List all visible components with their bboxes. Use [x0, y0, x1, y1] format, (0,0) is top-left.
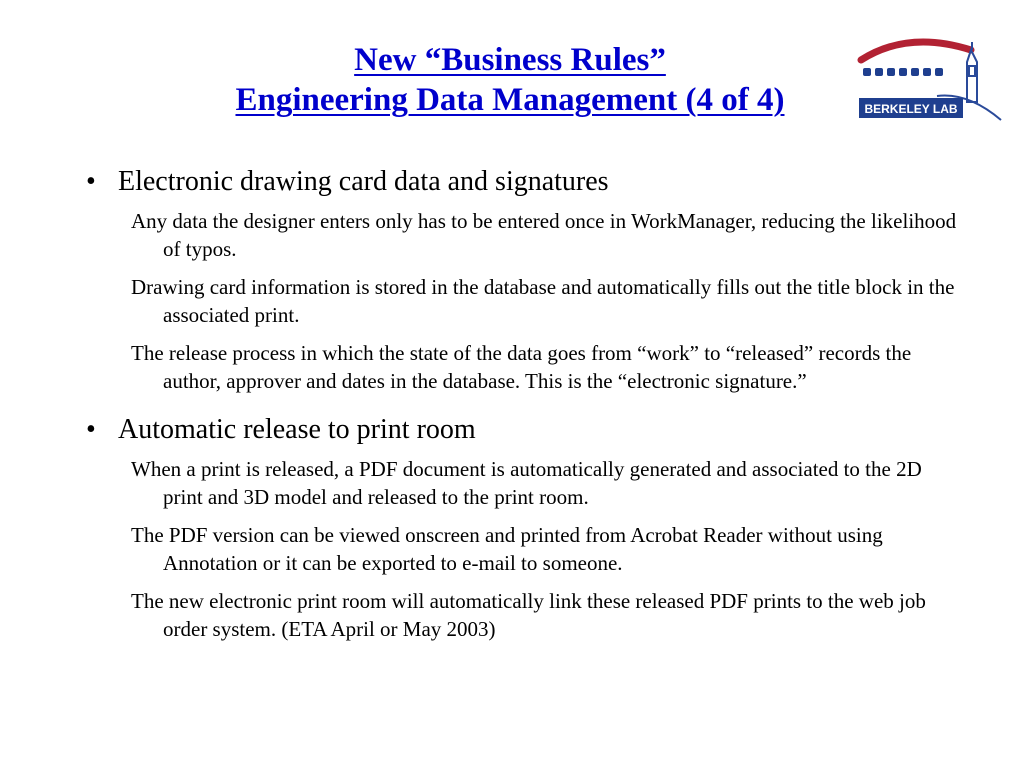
bullet-heading: Automatic release to print room [118, 414, 476, 445]
bullet-automatic-release [86, 413, 966, 447]
title-line-2: Engineering Data Management (4 of 4) [235, 82, 785, 118]
logo-text: BERKELEY LAB [864, 102, 958, 116]
bullet-electronic-drawing [86, 165, 966, 199]
slide-title [120, 40, 900, 120]
bullet-heading: Electronic drawing card data and signatures [118, 166, 609, 197]
berkeley-lab-logo [853, 32, 1003, 127]
bullet-glyph: • [86, 166, 96, 197]
sub-item: The release process in which the state of the data goes from “work” to “released” records the author, approver and dates in the database. This is the “electronic signature.” [131, 341, 912, 393]
sub-item: Any data the designer enters only has to be entered once in WorkManager, reducing the likelihood of typos. [131, 209, 957, 261]
sub-item: The PDF version can be viewed onscreen and printed from Acrobat Reader without using Annotation or it can be exported to e-mail to someone. [131, 523, 883, 575]
sub-item: The new electronic print room will automatically link these released PDF prints to the web job order system. (ETA April or May 2003) [131, 589, 926, 641]
slide-body [86, 165, 966, 653]
title-line-1: New “Business Rules” [354, 42, 666, 78]
sub-item: When a print is released, a PDF document is automatically generated and associated to the 2D print and 3D model and released to the print room. [131, 457, 922, 509]
bullet-glyph: • [86, 414, 96, 445]
sub-item: Drawing card information is stored in the database and automatically fills out the title block in the associated print. [131, 275, 955, 327]
